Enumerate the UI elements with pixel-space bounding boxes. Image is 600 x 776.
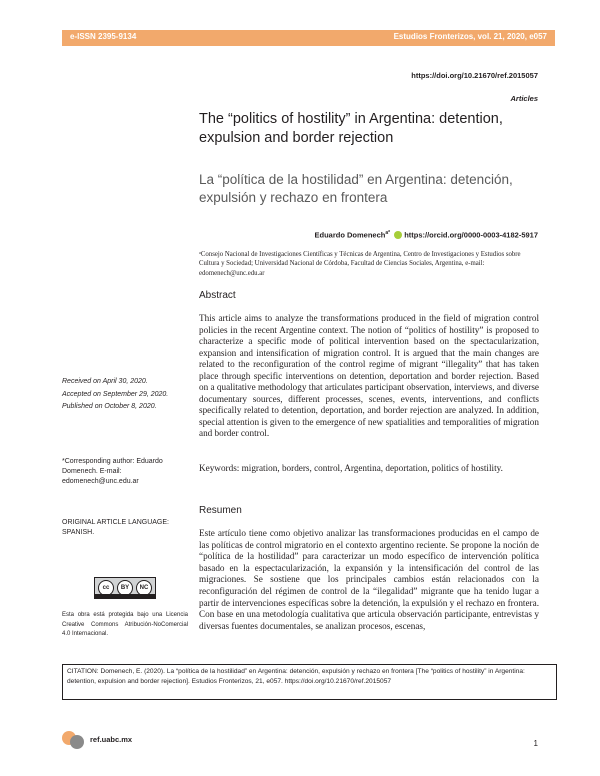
original-language: ORIGINAL ARTICLE LANGUAGE: SPANISH. <box>62 519 169 536</box>
resumen-heading: Resumen <box>199 505 242 516</box>
keywords <box>199 463 539 475</box>
issn: e-ISSN 2395-9134 <box>70 32 137 41</box>
orcid-icon[interactable] <box>394 231 402 239</box>
page-number: 1 <box>533 739 538 748</box>
title-english: The “politics of hostility” in Argentina: detention, expulsion and border rejection <box>199 111 503 146</box>
doi-link[interactable]: https://doi.org/10.21670/ref.2015057 <box>411 71 538 80</box>
author-name: Eduardo Domenech <box>314 230 386 240</box>
abstract-heading: Abstract <box>199 290 236 301</box>
keywords-list: migration, borders, control, Argentina, deportation, politics of hostility. <box>241 463 503 473</box>
affiliation: ᵃConsejo Nacional de Investigaciones Científicas y Técnicas de Argentina, Centro de Investigaciones y Estudios sobre Cultura y Sociedad; Universidad Nacional de Córdoba, Facultad de Ciencias Sociales, Argentina, e-mail: edomenech@unc.edu.ar <box>199 251 521 277</box>
site-link[interactable]: ref.uabc.mx <box>90 735 133 744</box>
accepted-date: Accepted on September 29, 2020. <box>62 390 169 398</box>
creative-commons-icon: cc <box>98 580 114 596</box>
ref-logo-icon[interactable] <box>62 729 86 751</box>
author-line <box>315 230 538 240</box>
header-bar <box>62 30 555 46</box>
published-date: Published on October 8, 2020. <box>62 403 157 410</box>
section-label: Articles <box>510 94 538 103</box>
resumen-text: Este artículo tiene como objetivo analizar las transformaciones producidas en el campo de las políticas de control migratorio en el contexto argentino reciente. Se propone la noción de “política de la hostilidad” para caracterizar un modo específico de intervención política basado en la espectacularización, la expansión y la intensificación del control de las migraciones. Se sostiene que los principales cambios están relacionados con la reconfiguración del régimen de control de la “ilegalidad” migrante que ha tenido lugar a partir de intervenciones específicas sobre la detención, la expulsión y el rechazo en frontera. Con base en una metodología cualitativa que articula observación participante, entrevistas y diversas fuentes documentales, se analizan procesos, escenas, <box>199 528 539 631</box>
abstract-text: This article aims to analyze the transformations produced in the field of migration control policies in the recent Argentine context. The notion of “politics of hostility” is proposed to characterize a specific mode of political intervention based on the spectacularization, expansion and intensification of migration control. It is argued that the main changes are related to the reconfiguration of the control regime of migrant “illegality” that has taken place through specific interventions on detention, deportation and border rejection. Based on a qualitative methodology that articulates participant observation, interviews, and diverse documentary sources, different processes, scenes, events, interventions, and conflicts specifically related to detention, deportation, and border rejection are analyzed. In addition, special attention is given to the emergence of new spatialities and temporalities of migration and border control. <box>199 313 539 438</box>
corresponding-author: *Corresponding author: Eduardo Domenech. E-mail: edomenech@unc.edu.ar <box>62 458 163 485</box>
licence-text: Esta obra está protegida bajo una Licencia Creative Commons Atribución-NoComercial 4.0 Internacional. <box>62 612 188 638</box>
title-spanish: La “política de la hostilidad” en Argentina: detención, expulsión y rechazo en frontera <box>199 172 513 205</box>
citation-box: CITATION: Domenech, E. (2020). La “política de la hostilidad” en Argentina: detención, expulsión y rechazo en frontera [The “politics of hostility” in Argentina: detention, expulsion and border rejection]. Estudios Fronterizos, 21, e057. https://doi.org/10.21670/ref.2015057 <box>62 664 557 700</box>
orcid-link[interactable]: https://orcid.org/0000-0003-4182-5917 <box>404 230 538 240</box>
article-dates <box>62 376 168 414</box>
received-date: Received on April 30, 2020. <box>62 378 148 385</box>
creative-commons-badge[interactable] <box>94 577 156 599</box>
attribution-icon: BY <box>117 580 133 596</box>
noncommercial-icon: NC <box>136 580 152 596</box>
badge-strip <box>95 594 155 599</box>
keywords-label: Keywords: <box>199 463 240 473</box>
journal-issue: Estudios Fronterizos, vol. 21, 2020, e057 <box>393 32 547 41</box>
author-marks: a* <box>385 230 391 236</box>
